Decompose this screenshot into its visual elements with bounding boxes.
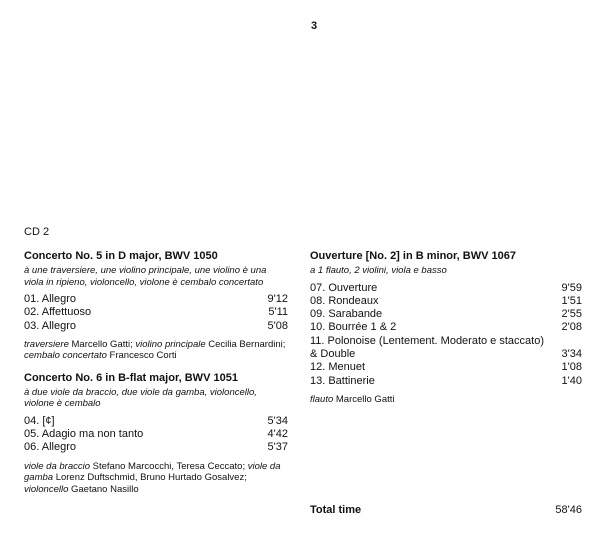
work-block <box>310 250 582 405</box>
track-row <box>310 308 582 321</box>
track-title: 10. Bourrée 1 & 2 <box>310 321 397 334</box>
credit-role: flauto <box>310 393 334 405</box>
credit-name: Cecilia Bernardini; <box>205 338 289 350</box>
track-title: 09. Sarabande <box>310 308 383 321</box>
track-row <box>310 321 582 334</box>
track-list <box>310 282 582 388</box>
credit-name: Lorenz Duftschmid, Bruno Hurtado Gosalvez; <box>53 472 250 484</box>
track-title: 03. Allegro <box>24 319 76 332</box>
credit-name: Marcello Gatti <box>333 393 395 405</box>
track-title: 08. Rondeaux <box>310 294 379 307</box>
work-subtitle: à une traversiere, une violino principale, une violino è una viola in ripieno, violoncello, violone è cembalo concertato <box>24 265 267 288</box>
track-duration: 1'40 <box>561 374 582 387</box>
total-time <box>310 504 582 516</box>
track-title: 05. Adagio ma non tanto <box>24 428 144 441</box>
page-number: 3 <box>311 20 318 32</box>
credit-role: violino principale <box>135 338 206 350</box>
track-duration: 1'08 <box>561 361 582 374</box>
track-row <box>310 295 582 308</box>
track-row <box>310 335 582 362</box>
track-row <box>24 441 288 454</box>
track-duration: 5'11 <box>268 306 288 319</box>
left-column <box>24 250 288 495</box>
total-time-label: Total time <box>310 504 362 516</box>
work-subtitle: à due viole da braccio, due viole da gamba, violoncello, violone è cembalo <box>24 386 257 410</box>
performer-credits <box>310 394 582 406</box>
credit-name: Stefano Marcocchi, Teresa Ceccato; <box>90 460 248 472</box>
track-duration: 2'08 <box>561 321 582 334</box>
right-column <box>310 250 582 405</box>
track-title: 01. Allegro <box>24 293 76 305</box>
credit-role: viole da braccio <box>24 460 91 472</box>
track-row <box>310 361 582 374</box>
track-row <box>24 415 288 428</box>
track-title: 11. Polonoise (Lentement. Moderato e staccato) & Double <box>310 334 544 360</box>
track-duration: 5'34 <box>267 414 288 427</box>
track-title: 02. Affettuoso <box>24 306 92 319</box>
work-title: Ouverture [No. 2] in B minor, BWV 1067 <box>310 250 516 262</box>
track-duration: 9'12 <box>267 293 288 305</box>
track-duration: 2'55 <box>561 308 582 321</box>
track-row <box>24 428 288 441</box>
credit-role: violoncello <box>24 483 69 495</box>
track-duration: 9'59 <box>561 281 582 294</box>
performer-credits <box>24 339 288 362</box>
credit-role: traversiere <box>24 338 69 350</box>
total-time-value: 58'46 <box>555 504 582 516</box>
track-list <box>24 293 288 333</box>
credit-name: Marcello Gatti; <box>68 338 136 350</box>
track-row <box>310 375 582 388</box>
track-row <box>24 320 288 333</box>
credit-name: Francesco Corti <box>106 350 177 362</box>
track-duration: 5'08 <box>267 319 288 332</box>
performer-credits <box>24 461 288 496</box>
credit-name: Gaetano Nasillo <box>68 483 139 495</box>
track-duration: 4'42 <box>267 428 288 441</box>
track-duration: 1'51 <box>561 294 582 307</box>
track-title: 04. [¢] <box>24 414 55 427</box>
track-title: 12. Menuet <box>310 361 366 374</box>
track-duration: 3'34 <box>561 347 582 360</box>
credit-role: viole da gamba <box>24 460 281 484</box>
track-duration: 5'37 <box>267 441 288 454</box>
work-block <box>24 372 288 495</box>
track-row <box>24 306 288 319</box>
track-list <box>24 415 288 455</box>
track-title: 07. Ouverture <box>310 281 378 294</box>
track-row <box>310 282 582 295</box>
work-title: Concerto No. 6 in B-flat major, BWV 1051 <box>24 371 238 384</box>
work-title: Concerto No. 5 in D major, BWV 1050 <box>24 250 218 262</box>
work-block <box>24 250 288 362</box>
work-subtitle: a 1 flauto, 2 violini, viola e basso <box>310 265 447 276</box>
track-row <box>24 293 288 306</box>
credit-role: cembalo concertato <box>24 350 107 362</box>
cd-label: CD 2 <box>24 226 50 238</box>
track-title: 13. Battinerie <box>310 374 375 387</box>
track-title: 06. Allegro <box>24 441 76 454</box>
